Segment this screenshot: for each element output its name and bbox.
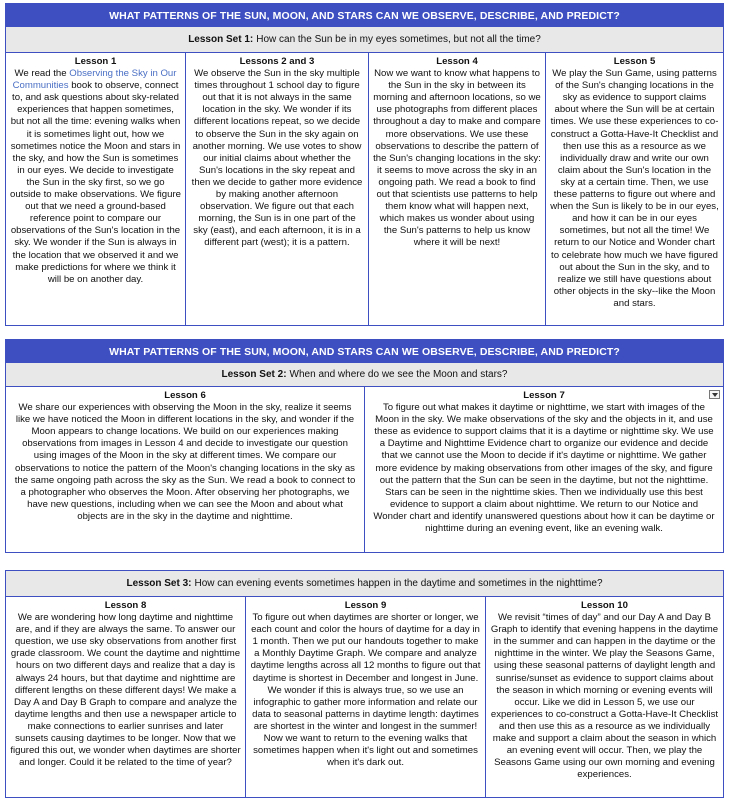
lesson-set-question: How can the Sun be in my eyes sometimes, but not all the time? <box>256 34 541 45</box>
lesson-set-header <box>6 571 723 597</box>
lesson-text: To figure out what makes it daytime or nighttime, we start with images of the Moon in the sky. We make observations of the sky and the objects in it, and use these as evidence to support claims that it is a daytime or nighttime sky. We use a Daytime and Nighttime Evidence chart to organize our evidence and decide that we cannot use the Moon to decide if it's daytime or nighttime. We gather more evidence by making observations from other images of the sky, and figure out the pattern that the Sun can be seen in the daytime, but not the nighttime. Stars can be seen in the nighttime skies. Then we individually use this best evidence to support a claim about nighttime. We return to our Notice and Wonder chart and identify unanswered questions about how it can be daytime or nighttime during an evening event, like an evening walk. <box>373 402 715 535</box>
lesson-cell <box>186 53 369 325</box>
lesson-title: Lesson 4 <box>436 56 478 67</box>
lesson-text: We read the <box>14 68 70 80</box>
lesson-set-header <box>6 27 723 53</box>
lesson-title: Lessons 2 and 3 <box>239 56 315 67</box>
lesson-cell <box>365 387 723 552</box>
lesson-text: We play the Sun Game, using patterns of the Sun's changing locations in the sky as evidence to support claims about where the Sun will be at certain times. We use these experiences to co-construct a Gotta-Have-It Checklist and then use this as a resource as we individually draw and write our own claim about the Sun's location in the sky at a certain time. Then, we use these patterns to figure out where and when the Sun is likely to be in our eyes, and how it can be in our eyes sometimes, but not all the time! We return to our Notice and Wonder chart to celebrate how much we have figured out about the Sun in the sky, and to realize we still have questions about other objects in the sky--like the Moon and stars. <box>550 68 719 309</box>
lesson-set-1-panel <box>5 3 724 326</box>
lesson-cell <box>546 53 723 325</box>
lesson-title: Lesson 6 <box>164 390 206 401</box>
lesson-set-label: Lesson Set 2: <box>221 369 287 380</box>
lesson-set-3-panel <box>5 570 724 798</box>
lesson-set-label: Lesson Set 1: <box>188 34 254 45</box>
lesson-text: Now we want to know what happens to the Sun in the sky in between its morning and afternoon locations, so we use photographs from different places throughout a day to make and compare more observations. We use these observations to describe the pattern of the Sun's changing locations in the sky: it seems to move across the sky in an ongoing path. We read a book to find out that scientists use patterns to help them know what will happen next, which makes us wonder about using the Sun's patterns to help us know where it will be next! <box>373 68 541 249</box>
lesson-text: We share our experiences with observing the Moon in the sky, realize it seems like we have noticed the Moon in different locations in the sky, and wonder if the Moon appears to change locations. We build on our experiences making observations from images in Lesson 4 and decide to investigate our question using images of the Moon in the sky at different times. We compare our observations to notice the pattern of the Moon's changing locations in the sky as the same ongoing path across the sky as the Sun. We read a book to connect to a photographer who observes the Moon. After observing her photographs, we have new questions, including when we can see the Moon and about what objects are in the sky in the daytime and nighttime. <box>14 402 356 522</box>
lesson-cell <box>6 597 246 797</box>
lesson-text: We are wondering how long daytime and nighttime are, and if they are always the same. To answer our question, we use sky observations from another first grade classroom. We count the daytime and nighttime hours on two different days and realize that a day is always 24 hours, but that daytime and nighttime are different lengths on these different days! We make a Day A and Day B Graph to compare and analyze the daytime lengths and then use a newspaper article to make connections to earlier sunrises and later sunsets causing daytimes to be longer. Now that we figured this out, we wonder when daytimes are shorter and longer. Could it be related to the time of year? <box>10 612 241 769</box>
book-link[interactable]: Observing the Sky in Our Communities <box>12 68 177 92</box>
lesson-cell <box>6 387 365 552</box>
lesson-text: We observe the Sun in the sky multiple times throughout 1 school day to figure out that it is not always in the same location in the sky. We wonder if its different locations repeat, so we decide to observe the Sun in the sky again on another morning. We use votes to show our initial claims about whether the Sun's locations in the sky repeat and then we decide to gather more evidence by making another afternoon observation. We figure out that each morning, the Sun is in one part of the sky (east), and each afternoon, it is in a different part (west); it is a pattern. <box>191 68 363 249</box>
lesson-set-header <box>6 363 723 387</box>
lesson-text: We revisit “times of day” and our Day A and Day B Graph to identify that evening happens in the daytime in the summer and can happen in the daytime or the nighttime in the winter. We play the Seasons Game, using these seasonal patterns of daylight length and sunrise/sunset as evidence to support claims about the season in which morning or evening events will occur. Like we did in Lesson 5, we use our experiences to co-construct a Gotta-Have-It Checklist and then use this as a resource as we individually make and support a claim about the season in which an evening event will occur. Then, we play the Seasons Game using our own morning and evening experiences. <box>490 612 719 781</box>
lesson-set-question: How can evening events sometimes happen in the daytime and sometimes in the nighttime? <box>194 578 603 589</box>
lesson-title: Lesson 10 <box>581 600 628 611</box>
lesson-title: Lesson 9 <box>344 600 387 611</box>
lesson-cell <box>486 597 723 797</box>
lesson-set-label: Lesson Set 3: <box>126 578 192 589</box>
lesson-set-question: When and where do we see the Moon and stars? <box>289 369 508 380</box>
lesson-title: Lesson 5 <box>613 56 656 67</box>
lesson-title: Lesson 8 <box>104 600 147 611</box>
lesson-title: Lesson 7 <box>523 390 565 401</box>
lesson-title: Lesson 1 <box>74 56 117 67</box>
lesson-set-2-panel <box>5 339 724 553</box>
dropdown-icon[interactable] <box>709 390 720 399</box>
lesson-cell <box>6 53 186 325</box>
section-banner: WHAT PATTERNS OF THE SUN, MOON, AND STARS CAN WE OBSERVE, DESCRIBE, AND PREDICT? <box>6 4 723 27</box>
lesson-text: book to observe, connect to, and ask questions about sky-related experiences that happen sometimes, but not all the time: evening walks when it is sometimes light out, how we sometimes notice the Moon and stars in the sky, and how the Sun is sometimes in our eyes. We decide to investigate the Sun in the sky first, so we go outside to make observations. We figure out that we need a ground-based reference point to compare our observations of the Sun's location in the sky. We wonder if the Sun is always in the location that we observed it and we make predictions for where we think it will be on another day. <box>10 80 182 285</box>
lesson-text: To figure out when daytimes are shorter or longer, we each count and color the hours of daytime for a day in 1 month. Then we put our handouts together to make a Monthly Daytime Graph. We compare and analyze daytime lengths across all 12 months to figure out that daytime is shortest in December and longest in June. We wonder if this is always true, so we use an infographic to gather more information and relate our data to seasonal patterns in daytime length: daytimes are shortest in the winter and longest in the summer! Now we want to return to the evening walks that sometimes happen when it's light out and sometimes when it's dark out. <box>250 612 481 769</box>
lesson-cell <box>246 597 486 797</box>
lesson-cell <box>369 53 546 325</box>
section-banner: WHAT PATTERNS OF THE SUN, MOON, AND STARS CAN WE OBSERVE, DESCRIBE, AND PREDICT? <box>6 340 723 363</box>
